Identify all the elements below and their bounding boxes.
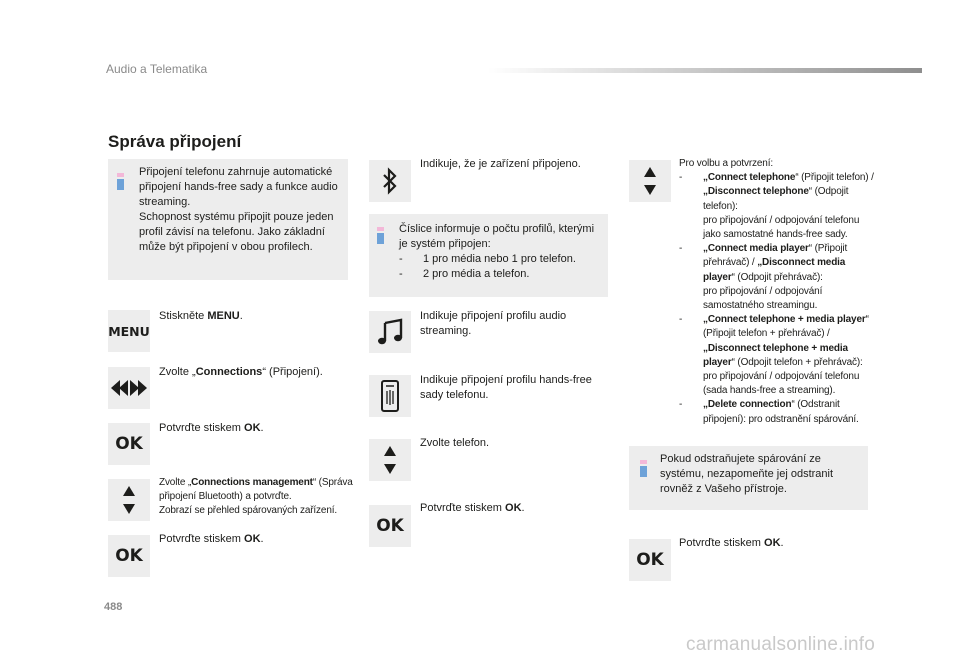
info-icon (117, 173, 124, 187)
info-box-connection (108, 159, 348, 280)
header-divider (488, 68, 922, 73)
ok-button-icon: OK (108, 535, 150, 577)
up-down-arrows-icon (629, 160, 671, 202)
step-select-connections: Zvolte „Connections“ (Připojení). (159, 366, 323, 378)
unpair-info-text: Pokud odstraňujete spárování ze systému, nezapomeňte jej odstranit rovněž z Vašeho přístroje. (660, 453, 834, 495)
ok-button-icon: OK (369, 505, 411, 547)
music-note-icon (369, 311, 411, 353)
watermark: carmanualsonline.info (686, 634, 876, 655)
step-confirm-ok: Potvrďte stiskem OK. (159, 533, 264, 545)
info-box-unpair (629, 446, 868, 510)
step-connections-management: Zvolte „Connections management“ (Správa připojení Bluetooth) a potvrďte. Zobrazí se přehled spárovaných zařízení. (159, 477, 353, 517)
connection-options: Pro volbu a potvrzení: - „Connect telephone“ (Připojit telefon) / „Disconnect telephone“ (Odpojit telefon): pro připojování / odpojování telefonu jako samostatné hands-free sady. - „Connect media player“ (Připojit přehrávač) / „Disconnect media player“ (Odpojit přehrávač): pro připojování / odpojování samostatného streamingu. - „Connect telephone + media player“ (Připojit telefon + přehrávač) / „Disconnect telephone + media player“ (Odpojit telefon + přehrávač): pro připojování / odpojování telefonu (sada hands-free a streaming). - „Delete connection“ (Odstranit připojení): pro odstranění spárování. (679, 157, 875, 427)
step-confirm-ok: Potvrďte stiskem OK. (159, 422, 264, 434)
option-connect-media-player: - „Connect media player“ (Připojit přehrávač) / „Disconnect media player“ (Odpojit přehrávač): pro připojování / odpojování samostatného streamingu. (679, 243, 848, 312)
info-box-profiles (369, 214, 608, 297)
option-delete-connection: - „Delete connection“ (Odstranit připojení): pro odstranění spárování. (679, 399, 859, 425)
seek-buttons-icon (108, 367, 150, 409)
option-connect-telephone: - „Connect telephone“ (Připojit telefon) / „Disconnect telephone“ (Odpojit telefon): pro připojování / odpojování telefonu jako samostatné hands-free sady. (679, 172, 874, 241)
page-title: Správa připojení (108, 132, 242, 151)
step-press-menu: Stiskněte MENU. (159, 310, 243, 322)
phone-handsfree-icon (369, 375, 411, 417)
up-down-arrows-icon (369, 439, 411, 481)
info-icon (640, 460, 647, 474)
step-confirm-ok: Potvrďte stiskem OK. (679, 537, 784, 549)
option-connect-telephone-media: - „Connect telephone + media player“ (Připojit telefon + přehrávač) / „Disconnect telephone + media player“ (Odpojit telefon + přehrávač): pro připojování / odpojování telefonu (sada hands-free a streaming). (679, 314, 869, 397)
profiles-info-text: Číslice informuje o počtu profilů, kterými je systém připojen: - 1 pro média nebo 1 pro telefon. - 2 pro média a telefon. (399, 223, 595, 280)
audio-profile-text: Indikuje připojení profilu audio streaming. (420, 310, 567, 337)
ok-button-icon: OK (108, 423, 150, 465)
bluetooth-indicator-text: Indikuje, že je zařízení připojeno. (420, 158, 581, 170)
select-phone-text: Zvolte telefon. (420, 437, 490, 449)
page-number: 488 (104, 601, 123, 613)
step-confirm-ok: Potvrďte stiskem OK. (420, 502, 525, 514)
ok-button-icon: OK (629, 539, 671, 581)
section-title: Audio a Telematika (106, 62, 208, 76)
up-down-arrows-icon (108, 479, 150, 521)
handsfree-profile-text: Indikuje připojení profilu hands-free sady telefonu. (420, 374, 592, 401)
info-icon (377, 227, 384, 241)
menu-button-icon: MENU (108, 310, 150, 352)
info-text: Připojení telefonu zahrnuje automatické připojení hands-free sady a funkce audio streaming. Schopnost systému připojit pouze jeden profil závisí na telefonu. Jako základní může být připojení v obou profilech. (139, 166, 338, 253)
bluetooth-icon (369, 160, 411, 202)
